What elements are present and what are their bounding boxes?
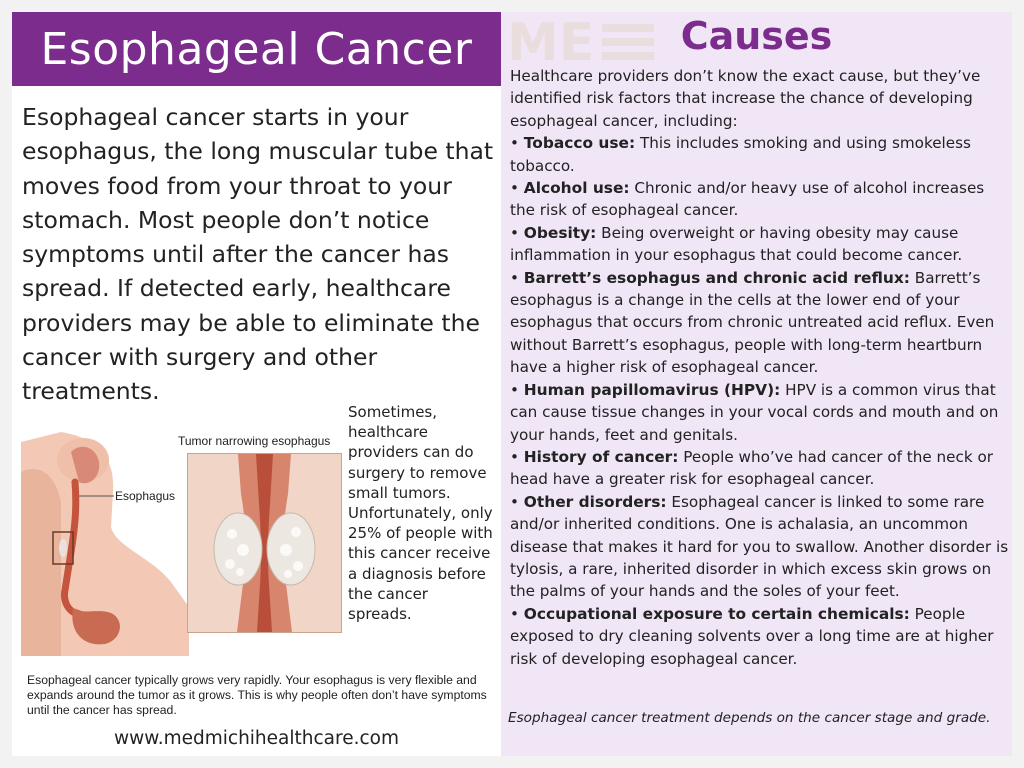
causes-section: [510, 65, 1012, 670]
cause-item: • Human papillomavirus (HPV): HPV is a common virus that can cause tissue changes in your vocal cords and mouth and on your hands, feet and genitals.: [510, 380, 999, 444]
growth-note: Esophageal cancer typically grows very rapidly. Your esophagus is very flexible and expands around the tumor as it grows. This is why people often don’t have symptoms until the cancer has spread.: [27, 673, 487, 717]
cause-item: • History of cancer: People who’ve had cancer of the neck or head have a greater risk for esophageal cancer.: [510, 447, 994, 489]
treatment-footer: Esophageal cancer treatment depends on the cancer stage and grade.: [508, 710, 991, 726]
cause-term: Human papillomavirus (HPV):: [523, 380, 781, 399]
cause-text: Esophageal cancer is linked to some rare and/or inherited conditions. One is achalasia, an uncommon disease that makes it hard for you to swallow. Another disorder is tylosis, a rare, inherited disorder in which excess skin grows on the palms of your hands and the soles of your feet.: [510, 492, 1009, 601]
cause-item: • Alcohol use: Chronic and/or heavy use of alcohol increases the risk of esophageal cancer.: [510, 179, 985, 220]
cause-text: Barrett’s esophagus is a change in the cells at the lower end of your esophagus that occurs from chronic untreated acid reflux. Even without Barrett’s esophagus, people with long-term heartburn have a higher risk of esophageal cancer.: [510, 268, 995, 377]
esophagus-label: Esophagus: [115, 489, 176, 503]
page-title: Esophageal Cancer: [12, 12, 501, 86]
cause-term: Obesity:: [523, 223, 597, 242]
cause-term: History of cancer:: [523, 447, 679, 466]
causes-heading: Causes: [680, 14, 833, 58]
cause-text: HPV is a common virus that can cause tissue changes in your vocal cords and mouth and on your hands, feet and genitals.: [510, 380, 999, 444]
cause-text: Chronic and/or heavy use of alcohol increases the risk of esophageal cancer.: [510, 179, 985, 220]
intro-paragraph: Esophageal cancer starts in your esophagus, the long muscular tube that moves food from your throat to your stomach. Most people don’t notice symptoms until after the cancer has spread. If detected early, healthcare providers may be able to eliminate the cancer with surgery and other treatments.: [22, 103, 494, 406]
cause-item: • Other disorders: Esophageal cancer is linked to some rare and/or inherited conditions. One is achalasia, an uncommon disease that makes it hard for you to swallow. Another disorder is tylosis, a rare, inherited disorder in which excess skin grows on the palms of your hands and the soles of your feet.: [510, 492, 1009, 601]
cause-term: Other disorders:: [523, 492, 667, 511]
cause-item: • Tobacco use: This includes smoking and using smokeless tobacco.: [510, 134, 971, 175]
tumor-caption: Tumor narrowing esophagus: [178, 434, 331, 448]
cause-term: Occupational exposure to certain chemicals:: [523, 604, 910, 623]
cause-term: Barrett’s esophagus and chronic acid reflux:: [523, 268, 910, 287]
cause-text: People exposed to dry cleaning solvents over a long time are at higher risk of developing esophageal cancer.: [510, 604, 994, 668]
right-panel: [501, 12, 1012, 756]
svg-text:ME: ME: [507, 14, 595, 66]
cause-item: • Occupational exposure to certain chemicals: People exposed to dry cleaning solvents over a long time are at higher risk of developing esophageal cancer.: [510, 604, 994, 668]
cause-text: Being overweight or having obesity may cause inflammation in your esophagus that could become cancer.: [510, 223, 963, 265]
cause-text: People who’ve had cancer of the neck or head have a greater risk for esophageal cancer.: [510, 447, 994, 489]
website-url: www.medmichihealthcare.com: [114, 728, 399, 749]
causes-intro: Healthcare providers don’t know the exact cause, but they’ve identified risk factors that increase the chance of developing esophageal cancer, including:: [510, 67, 981, 130]
cause-term: Tobacco use:: [523, 134, 636, 153]
cause-term: Alcohol use:: [523, 179, 630, 198]
cause-text: This includes smoking and using smokeless tobacco.: [510, 134, 971, 175]
cause-item: • Barrett’s esophagus and chronic acid reflux: Barrett’s esophagus is a change in the cells at the lower end of your esophagus that occurs from chronic untreated acid reflux. Even without Barrett’s esophagus, people with long-term heartburn have a higher risk of esophageal cancer.: [510, 268, 995, 377]
tumor-narrowing-illustration: [187, 453, 342, 633]
cause-item: • Obesity: Being overweight or having obesity may cause inflammation in your esophagus that could become cancer.: [510, 223, 963, 265]
esophagus-anatomy-illustration: [21, 432, 189, 656]
left-panel: [12, 12, 501, 756]
surgery-note: Sometimes, healthcare providers can do surgery to remove small tumors. Unfortunately, only 25% of people with this cancer receive a diagnosis before the cancer spreads.: [348, 403, 493, 624]
